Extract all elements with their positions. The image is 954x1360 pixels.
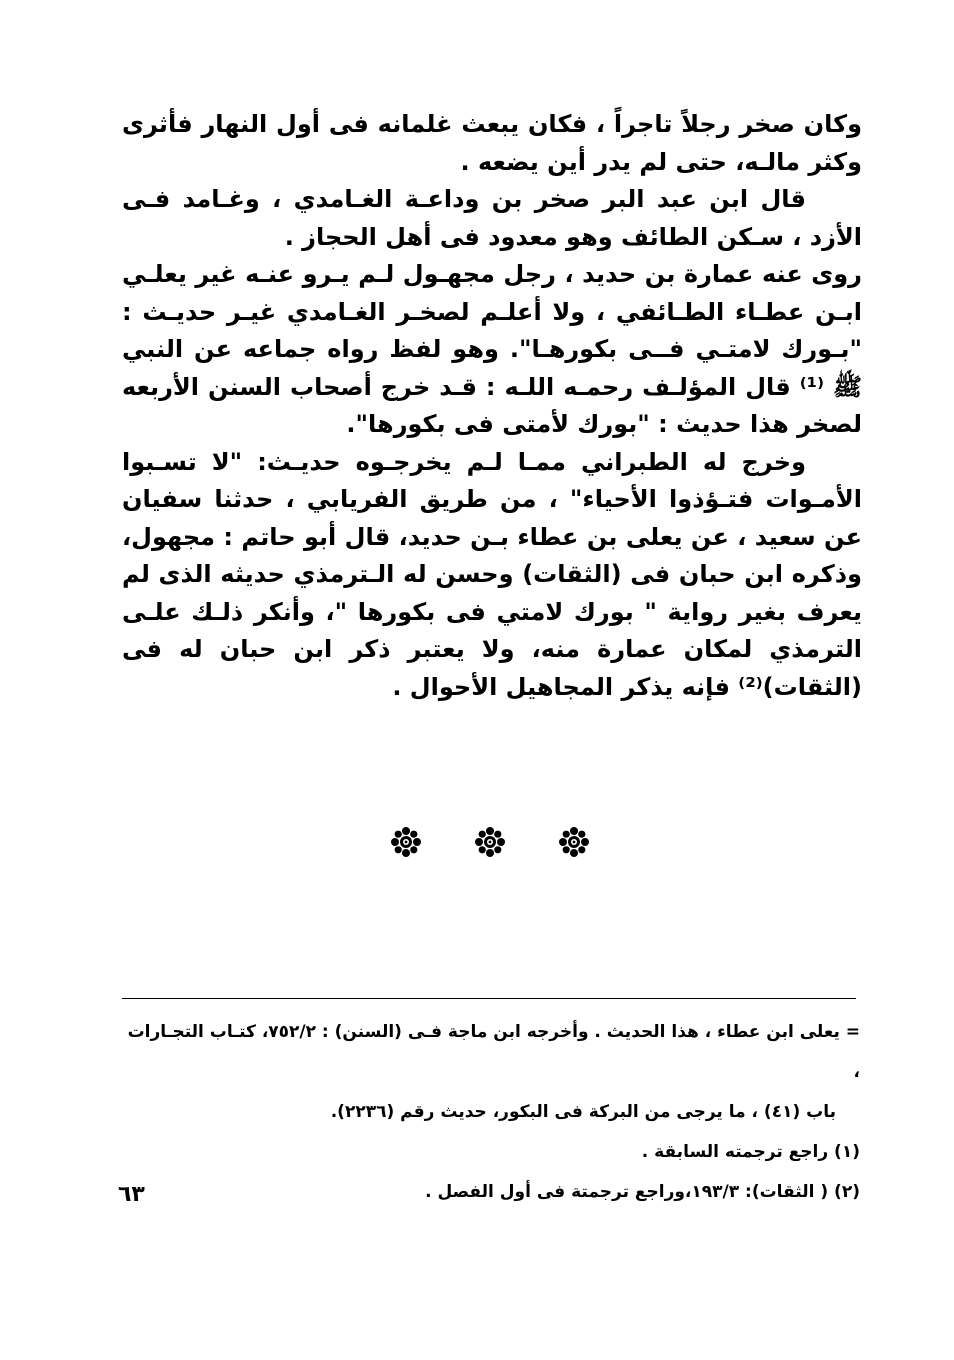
body-text (122, 106, 862, 706)
flower-ornament-icon (474, 826, 506, 858)
paragraph-1: وكان صخر رجلاً تاجراً ، فكان يبعث غلمانه فى أول النهار فأثرى وكثر مالـه، حتى لم يدر أين يضعه . (122, 110, 862, 176)
footnote-continuation-line-2: باب (٤١) ، ما يرجى من البركة فى البكور، حديث رقم (٢٢٣٦). (330, 1102, 836, 1122)
paragraph-3: روى عنه عمارة بن حديد ، رجل مجهـول لـم يـرو عنـه غير يعلـي ابـن عطـاء الطـائفي ، ولا أعلـم لصخـر الغـامدي غيـر حديـث : "بـورك لامتـي فــى بكورهـا". وهو لفظ رواه جماعه عن النبي ﷺ ⁽¹⁾ قال المؤلـف رحمـه اللـه : قـد خرج أصحاب السنن الأربعه لصخر هذا حديث : "بورك لأمتى فى بكورها". (122, 260, 863, 438)
footnote-continuation-line-1: = يعلى ابن عطاء ، هذا الحديث . وأخرجه ابن ماجة فـى (السنن) : ٧٥٢/٢، كتـاب التجـارات ، (127, 1022, 860, 1082)
flower-ornament-icon (390, 826, 422, 858)
footnote-2: (٢) ( الثقات): ١٩٣/٣،وراجع ترجمتة فى أول الفصل . (425, 1182, 860, 1202)
section-divider-ornaments (390, 824, 590, 860)
page-number: ٦٣ (118, 1182, 145, 1207)
footnotes (122, 1012, 860, 1212)
flower-ornament-icon (558, 826, 590, 858)
footnote-separator (122, 998, 856, 999)
paragraph-4: وخرج له الطبراني ممـا لـم يخرجـوه حديـث: "لا تسـبوا الأمـوات فتـؤذوا الأحياء" ، من طريق الفريابي ، حدثنا سفيان عن سعيد ، عن يعلى بن عطاء بـن حديد، قال أبو حاتم : مجهول، وذكره ابن حبان فى (الثقات) وحسن له الـترمذي حديثه الذى لم يعرف بغير رواية " بورك لامتي فى بكورها "، وأنكر ذلـك علـى الترمذي لمكان عمارة منه، ولا يعتبر ذكر ابن حبان له فى (الثقات)⁽²⁾ فإنه يذكر المجاهيل الأحوال . (122, 447, 862, 701)
footnote-1: (١) راجع ترجمته السابقة . (641, 1142, 860, 1162)
paragraph-2: قال ابن عبد البر صخر بن وداعـة الغـامدي ، وغـامد فـى الأزد ، سـكن الطائف وهو معدود فى أهل الحجاز . (122, 185, 862, 251)
